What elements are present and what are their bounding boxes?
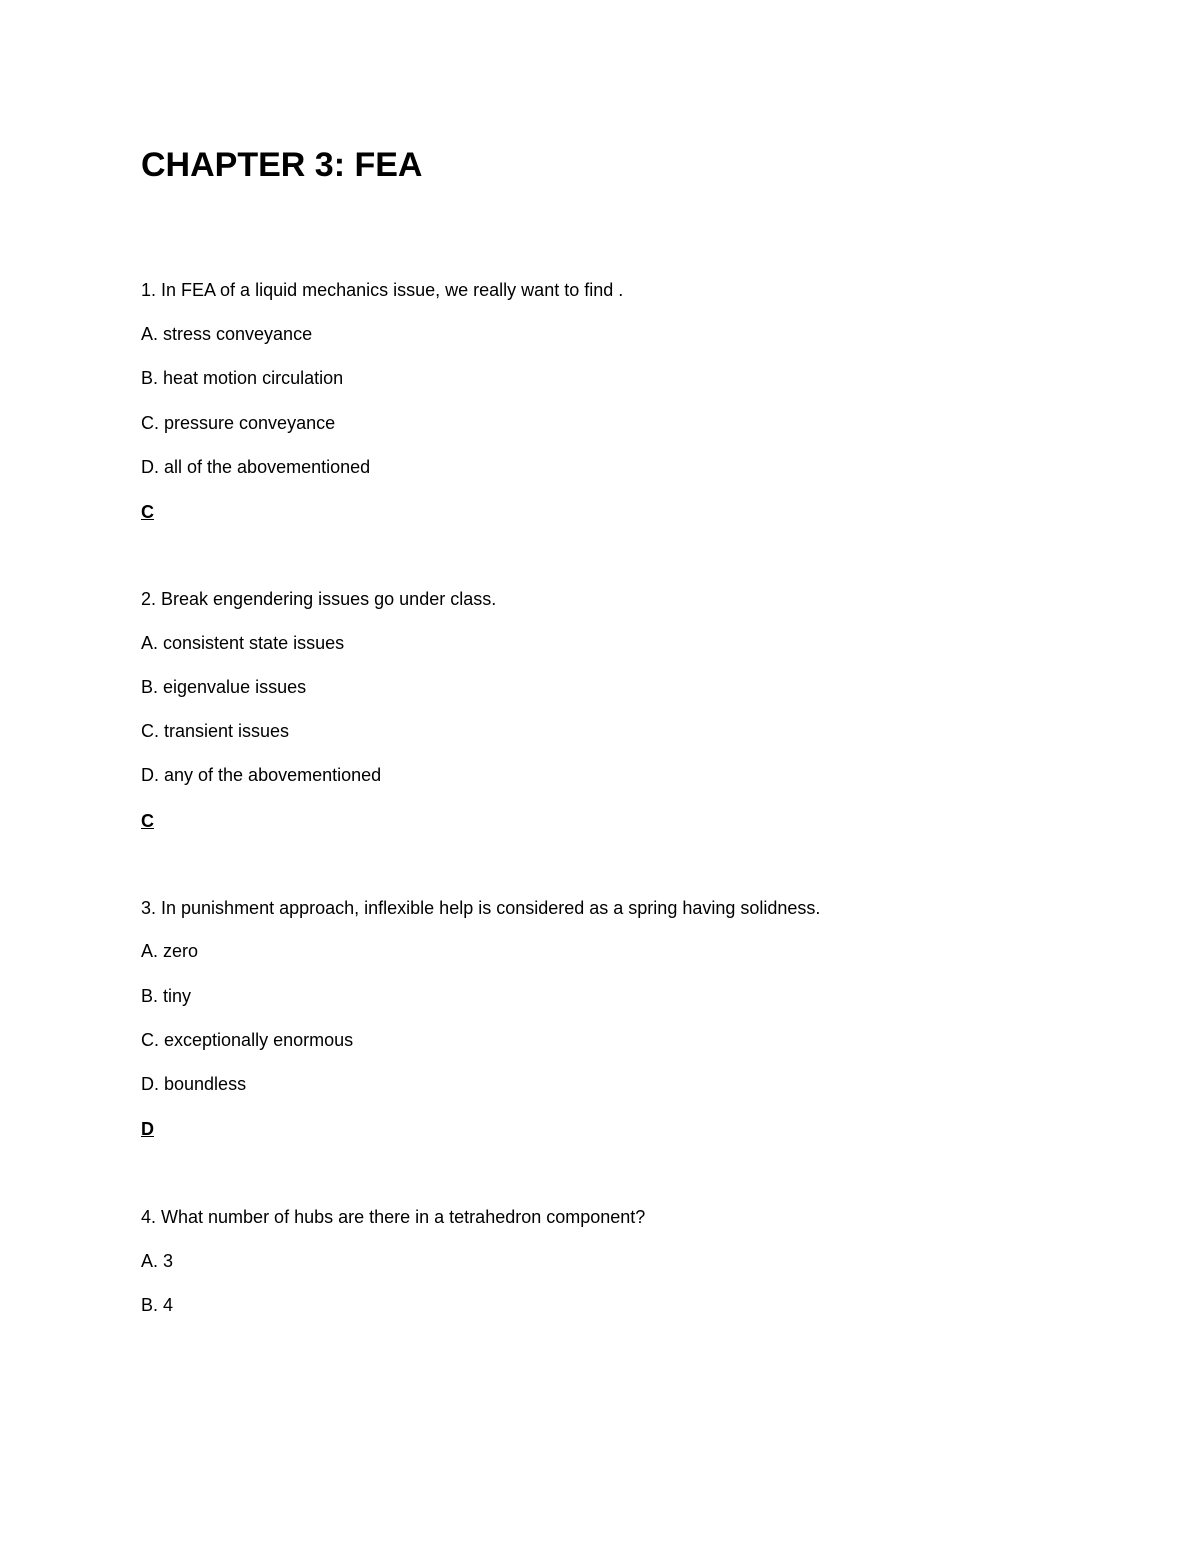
question-2-answer: C xyxy=(141,811,154,831)
question-3-option-b: B. tiny xyxy=(141,986,192,1006)
question-3-text: 3. In punishment approach, inflexible help is considered as a spring having solidness. xyxy=(141,898,821,918)
question-1-text: 1. In FEA of a liquid mechanics issue, we really want to find . xyxy=(141,280,624,300)
question-4-text: 4. What number of hubs are there in a tetrahedron component? xyxy=(141,1207,646,1227)
question-2-text: 2. Break engendering issues go under class. xyxy=(141,589,497,609)
question-1-option-a: A. stress conveyance xyxy=(141,324,313,344)
question-4-option-a: A. 3 xyxy=(141,1251,174,1271)
question-3-option-a: A. zero xyxy=(141,941,199,961)
question-1-answer: C xyxy=(141,502,154,522)
question-2-option-d: D. any of the abovementioned xyxy=(141,765,382,785)
question-1-option-c: C. pressure conveyance xyxy=(141,413,336,433)
question-3-option-c: C. exceptionally enormous xyxy=(141,1030,354,1050)
question-3-answer: D xyxy=(141,1119,154,1139)
chapter-title: CHAPTER 3: FEA xyxy=(141,146,423,184)
question-1-option-b: B. heat motion circulation xyxy=(141,368,344,388)
question-2-option-a: A. consistent state issues xyxy=(141,633,345,653)
question-4-option-b: B. 4 xyxy=(141,1295,174,1315)
question-2-option-b: B. eigenvalue issues xyxy=(141,677,307,697)
question-1-option-d: D. all of the abovementioned xyxy=(141,457,371,477)
question-2-option-c: C. transient issues xyxy=(141,721,290,741)
question-3-option-d: D. boundless xyxy=(141,1074,247,1094)
